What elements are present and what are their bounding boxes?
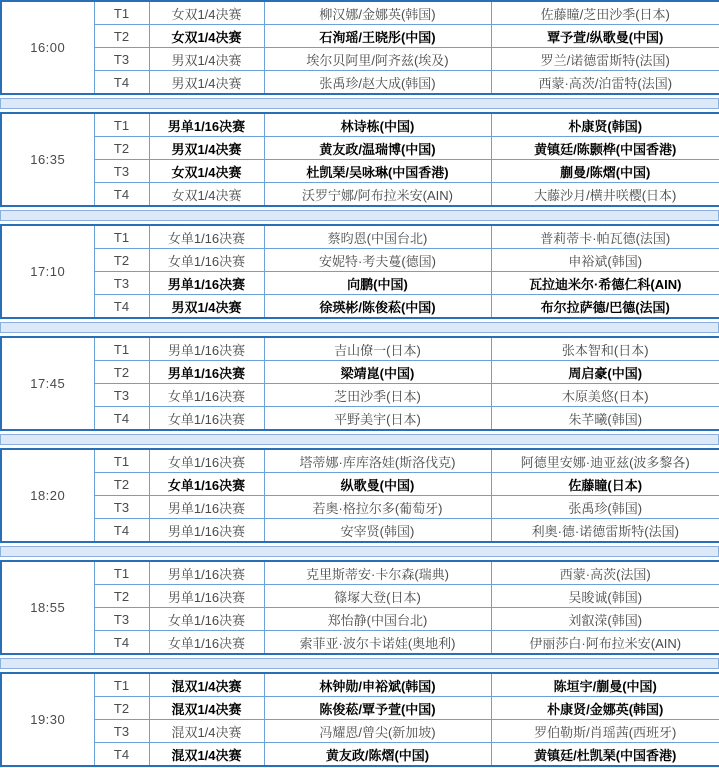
match-type-cell: 女单1/16决赛 bbox=[149, 225, 264, 249]
block-separator bbox=[0, 658, 719, 669]
match-type-cell: 男双1/4决赛 bbox=[149, 48, 264, 71]
court-label: T3 bbox=[94, 160, 149, 183]
player-left-cell: 向鹏(中国) bbox=[264, 272, 491, 295]
court-label: T2 bbox=[94, 137, 149, 160]
match-row bbox=[1, 384, 719, 407]
match-type-cell: 男单1/16决赛 bbox=[149, 337, 264, 361]
court-label: T3 bbox=[94, 272, 149, 295]
player-left-cell: 若奥·格拉尔多(葡萄牙) bbox=[264, 496, 491, 519]
match-type-cell: 混双1/4决赛 bbox=[149, 697, 264, 720]
match-type-cell: 女双1/4决赛 bbox=[149, 183, 264, 207]
match-type-cell: 混双1/4决赛 bbox=[149, 673, 264, 697]
match-type-cell: 男双1/4决赛 bbox=[149, 295, 264, 319]
court-label: T2 bbox=[94, 585, 149, 608]
player-right-cell: 张禹珍(韩国) bbox=[491, 496, 719, 519]
match-type-cell: 男双1/4决赛 bbox=[149, 71, 264, 95]
court-label: T1 bbox=[94, 449, 149, 473]
court-label: T1 bbox=[94, 225, 149, 249]
player-right-cell: 蒯曼/陈熠(中国) bbox=[491, 160, 719, 183]
player-right-cell: 阿德里安娜·迪亚兹(波多黎各) bbox=[491, 449, 719, 473]
player-left-cell: 克里斯蒂安·卡尔森(瑞典) bbox=[264, 561, 491, 585]
schedule-block bbox=[0, 448, 719, 543]
match-type-cell: 男单1/16决赛 bbox=[149, 519, 264, 543]
block-separator bbox=[0, 98, 719, 109]
court-label: T2 bbox=[94, 361, 149, 384]
match-type-cell: 男单1/16决赛 bbox=[149, 361, 264, 384]
match-type-cell: 混双1/4决赛 bbox=[149, 720, 264, 743]
player-left-cell: 黄友政/温瑞博(中国) bbox=[264, 137, 491, 160]
court-label: T1 bbox=[94, 1, 149, 25]
block-separator bbox=[0, 434, 719, 445]
court-label: T3 bbox=[94, 608, 149, 631]
player-left-cell: 林诗栋(中国) bbox=[264, 113, 491, 137]
court-label: T4 bbox=[94, 407, 149, 431]
player-left-cell: 张禹珍/赵大成(韩国) bbox=[264, 71, 491, 95]
player-right-cell: 周启豪(中国) bbox=[491, 361, 719, 384]
time-cell: 16:35 bbox=[1, 113, 94, 206]
player-right-cell: 佐藤瞳(日本) bbox=[491, 473, 719, 496]
player-right-cell: 朱芊曦(韩国) bbox=[491, 407, 719, 431]
player-left-cell: 索菲亚·波尔卡诺娃(奥地利) bbox=[264, 631, 491, 655]
court-label: T2 bbox=[94, 25, 149, 48]
court-label: T1 bbox=[94, 337, 149, 361]
court-label: T3 bbox=[94, 384, 149, 407]
player-left-cell: 沃罗宁娜/阿布拉米安(AIN) bbox=[264, 183, 491, 207]
player-right-cell: 陈垣宇/蒯曼(中国) bbox=[491, 673, 719, 697]
court-label: T4 bbox=[94, 295, 149, 319]
player-left-cell: 黄友政/陈熠(中国) bbox=[264, 743, 491, 767]
player-left-cell: 安宰贤(韩国) bbox=[264, 519, 491, 543]
match-type-cell: 男双1/4决赛 bbox=[149, 137, 264, 160]
time-cell: 18:20 bbox=[1, 449, 94, 542]
player-right-cell: 黄镇廷/杜凯琹(中国香港) bbox=[491, 743, 719, 767]
block-separator bbox=[0, 546, 719, 557]
player-right-cell: 布尔拉萨德/巴德(法国) bbox=[491, 295, 719, 319]
player-left-cell: 塔蒂娜·库库洛娃(斯洛伐克) bbox=[264, 449, 491, 473]
match-row bbox=[1, 743, 719, 767]
player-right-cell: 普莉蒂卡·帕瓦德(法国) bbox=[491, 225, 719, 249]
court-label: T2 bbox=[94, 473, 149, 496]
schedule-block bbox=[0, 224, 719, 319]
match-row bbox=[1, 561, 719, 585]
match-row bbox=[1, 295, 719, 319]
player-left-cell: 平野美宇(日本) bbox=[264, 407, 491, 431]
match-row bbox=[1, 631, 719, 655]
block-separator bbox=[0, 322, 719, 333]
match-row bbox=[1, 585, 719, 608]
court-label: T1 bbox=[94, 113, 149, 137]
player-right-cell: 罗兰/诺德雷斯特(法国) bbox=[491, 48, 719, 71]
match-row bbox=[1, 407, 719, 431]
match-row bbox=[1, 673, 719, 697]
match-type-cell: 女双1/4决赛 bbox=[149, 1, 264, 25]
player-left-cell: 蔡昀恩(中国台北) bbox=[264, 225, 491, 249]
player-right-cell: 覃予萱/纵歌曼(中国) bbox=[491, 25, 719, 48]
block-separator bbox=[0, 210, 719, 221]
player-left-cell: 石洵瑶/王晓彤(中国) bbox=[264, 25, 491, 48]
match-type-cell: 男单1/16决赛 bbox=[149, 496, 264, 519]
schedule-block bbox=[0, 0, 719, 95]
player-right-cell: 张本智和(日本) bbox=[491, 337, 719, 361]
court-label: T1 bbox=[94, 673, 149, 697]
player-right-cell: 瓦拉迪米尔·希德仁科(AIN) bbox=[491, 272, 719, 295]
match-type-cell: 女单1/16决赛 bbox=[149, 631, 264, 655]
court-label: T3 bbox=[94, 48, 149, 71]
player-left-cell: 纵歌曼(中国) bbox=[264, 473, 491, 496]
match-row bbox=[1, 361, 719, 384]
player-right-cell: 申裕斌(韩国) bbox=[491, 249, 719, 272]
schedule-block bbox=[0, 560, 719, 655]
player-right-cell: 朴康贤(韩国) bbox=[491, 113, 719, 137]
player-left-cell: 梁靖崑(中国) bbox=[264, 361, 491, 384]
match-type-cell: 男单1/16决赛 bbox=[149, 585, 264, 608]
match-type-cell: 男单1/16决赛 bbox=[149, 113, 264, 137]
match-row bbox=[1, 71, 719, 95]
match-type-cell: 女双1/4决赛 bbox=[149, 160, 264, 183]
player-right-cell: 利奥·德·诺德雷斯特(法国) bbox=[491, 519, 719, 543]
player-left-cell: 芝田沙季(日本) bbox=[264, 384, 491, 407]
player-right-cell: 黄镇廷/陈颢桦(中国香港) bbox=[491, 137, 719, 160]
player-right-cell: 木原美悠(日本) bbox=[491, 384, 719, 407]
match-type-cell: 女双1/4决赛 bbox=[149, 25, 264, 48]
match-type-cell: 女单1/16决赛 bbox=[149, 608, 264, 631]
court-label: T2 bbox=[94, 249, 149, 272]
court-label: T2 bbox=[94, 697, 149, 720]
match-row bbox=[1, 608, 719, 631]
court-label: T3 bbox=[94, 496, 149, 519]
court-label: T3 bbox=[94, 720, 149, 743]
match-type-cell: 女单1/16决赛 bbox=[149, 473, 264, 496]
player-right-cell: 吴晙诚(韩国) bbox=[491, 585, 719, 608]
court-label: T4 bbox=[94, 743, 149, 767]
match-row bbox=[1, 697, 719, 720]
player-left-cell: 柳汉娜/金娜英(韩国) bbox=[264, 1, 491, 25]
match-row bbox=[1, 160, 719, 183]
match-row bbox=[1, 113, 719, 137]
player-left-cell: 林钟勋/申裕斌(韩国) bbox=[264, 673, 491, 697]
match-row bbox=[1, 496, 719, 519]
time-cell: 16:00 bbox=[1, 1, 94, 94]
time-cell: 18:55 bbox=[1, 561, 94, 654]
player-left-cell: 安妮特·考夫蔓(德国) bbox=[264, 249, 491, 272]
time-cell: 19:30 bbox=[1, 673, 94, 766]
match-row bbox=[1, 25, 719, 48]
player-right-cell: 佐藤瞳/芝田沙季(日本) bbox=[491, 1, 719, 25]
player-right-cell: 西蒙·高茨/泊雷特(法国) bbox=[491, 71, 719, 95]
match-row bbox=[1, 449, 719, 473]
match-row bbox=[1, 337, 719, 361]
player-right-cell: 罗伯勒斯/肖瑶茜(西班牙) bbox=[491, 720, 719, 743]
match-row bbox=[1, 473, 719, 496]
time-cell: 17:45 bbox=[1, 337, 94, 430]
schedule-block bbox=[0, 336, 719, 431]
match-row bbox=[1, 48, 719, 71]
player-left-cell: 徐瑛彬/陈俊菘(中国) bbox=[264, 295, 491, 319]
time-cell: 17:10 bbox=[1, 225, 94, 318]
player-left-cell: 杜凯琹/吴咏琳(中国香港) bbox=[264, 160, 491, 183]
player-left-cell: 吉山僚一(日本) bbox=[264, 337, 491, 361]
player-right-cell: 大藤沙月/横井咲樱(日本) bbox=[491, 183, 719, 207]
match-row bbox=[1, 183, 719, 207]
player-left-cell: 埃尔贝阿里/阿齐兹(埃及) bbox=[264, 48, 491, 71]
match-row bbox=[1, 519, 719, 543]
match-type-cell: 男单1/16决赛 bbox=[149, 272, 264, 295]
court-label: T4 bbox=[94, 631, 149, 655]
match-type-cell: 女单1/16决赛 bbox=[149, 249, 264, 272]
match-type-cell: 女单1/16决赛 bbox=[149, 407, 264, 431]
schedule-block bbox=[0, 112, 719, 207]
match-type-cell: 女单1/16决赛 bbox=[149, 449, 264, 473]
court-label: T4 bbox=[94, 71, 149, 95]
court-label: T4 bbox=[94, 183, 149, 207]
player-left-cell: 冯耀恩/曾尖(新加坡) bbox=[264, 720, 491, 743]
match-row bbox=[1, 225, 719, 249]
player-left-cell: 郑怡静(中国台北) bbox=[264, 608, 491, 631]
court-label: T1 bbox=[94, 561, 149, 585]
player-right-cell: 刘叡溁(韩国) bbox=[491, 608, 719, 631]
player-right-cell: 伊丽莎白·阿布拉米安(AIN) bbox=[491, 631, 719, 655]
match-row bbox=[1, 272, 719, 295]
player-right-cell: 朴康贤/金娜英(韩国) bbox=[491, 697, 719, 720]
player-left-cell: 陈俊菘/覃予萱(中国) bbox=[264, 697, 491, 720]
match-type-cell: 混双1/4决赛 bbox=[149, 743, 264, 767]
match-row bbox=[1, 249, 719, 272]
court-label: T4 bbox=[94, 519, 149, 543]
player-right-cell: 西蒙·高茨(法国) bbox=[491, 561, 719, 585]
match-type-cell: 男单1/16决赛 bbox=[149, 561, 264, 585]
match-row bbox=[1, 137, 719, 160]
player-left-cell: 篠塚大登(日本) bbox=[264, 585, 491, 608]
match-type-cell: 女单1/16决赛 bbox=[149, 384, 264, 407]
schedule-block bbox=[0, 672, 719, 767]
match-row bbox=[1, 1, 719, 25]
match-row bbox=[1, 720, 719, 743]
